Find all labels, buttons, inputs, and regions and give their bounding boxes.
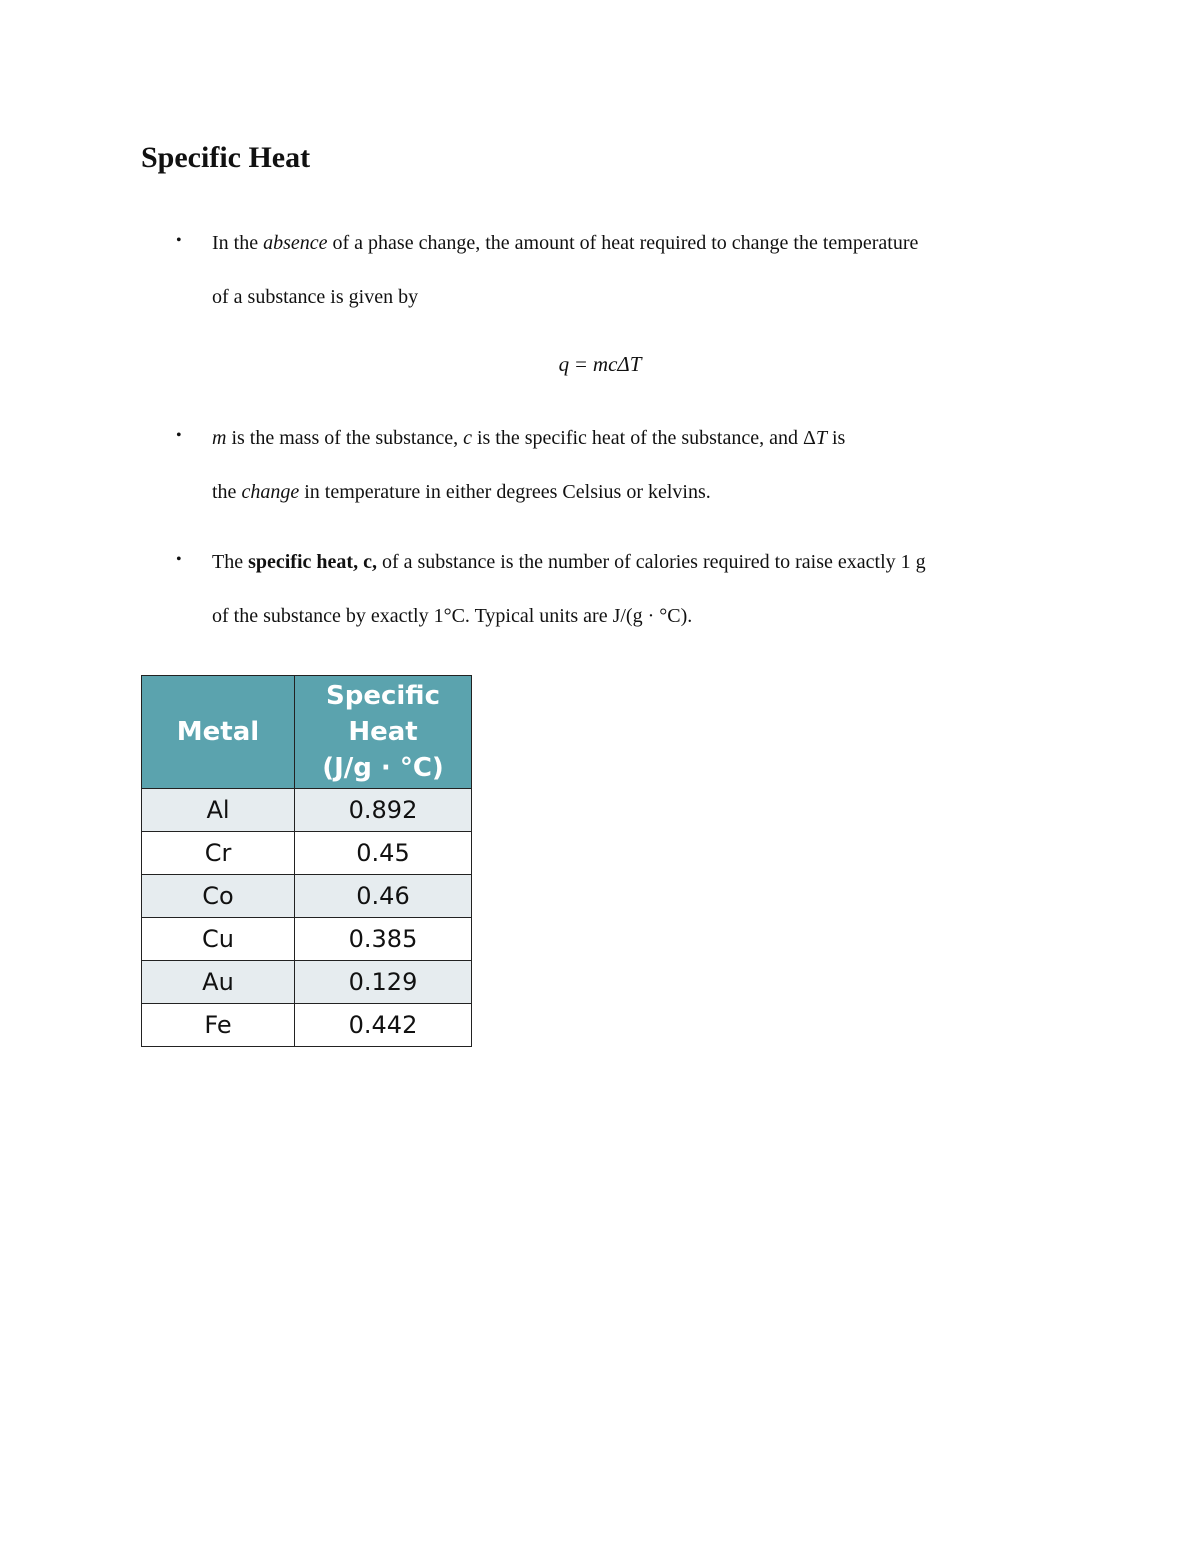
bullet-line: of a substance is given by xyxy=(212,286,419,308)
bullet-line xyxy=(212,551,926,574)
table-row xyxy=(142,789,472,832)
table-row xyxy=(142,1004,472,1047)
text-span: of a substance is the number of calories required to raise exactly 1 g xyxy=(376,551,926,573)
bullet-icon: • xyxy=(176,551,182,568)
bold-term: specific heat, c, xyxy=(248,551,377,573)
metal-cell: Al xyxy=(142,789,295,832)
variable-c: c xyxy=(463,427,472,449)
specific-heat-table xyxy=(141,675,472,1047)
specific-heat-cell: 0.46 xyxy=(295,875,472,918)
header-line: Heat xyxy=(348,717,418,747)
header-metal: Metal xyxy=(142,676,295,789)
table-row xyxy=(142,875,472,918)
formula-rhs: mcΔT xyxy=(592,352,642,376)
metal-cell: Co xyxy=(142,875,295,918)
specific-heat-cell: 0.45 xyxy=(295,832,472,875)
bullet-line xyxy=(212,481,711,504)
emphasis-text: absence xyxy=(263,232,328,254)
text-span: is the specific heat of the substance, and Δ xyxy=(471,427,816,449)
metal-cell: Cu xyxy=(142,918,295,961)
specific-heat-cell: 0.129 xyxy=(295,961,472,1004)
formula-operator: = xyxy=(575,352,587,376)
text-span: in temperature in either degrees Celsius or kelvins. xyxy=(299,481,711,503)
table-row xyxy=(142,961,472,1004)
variable-t: T xyxy=(815,427,827,449)
bullet-line: of the substance by exactly 1°C. Typical units are J/(g · °C). xyxy=(212,605,693,627)
text-span: of a phase change, the amount of heat required to change the temperature xyxy=(327,232,919,254)
text-span: the xyxy=(212,481,242,503)
table-row xyxy=(142,832,472,875)
metal-cell: Fe xyxy=(142,1004,295,1047)
text-span: The xyxy=(212,551,249,573)
text-span: is the mass of the substance, xyxy=(226,427,464,449)
table-row xyxy=(142,918,472,961)
formula xyxy=(0,352,1200,377)
bullet-line xyxy=(212,427,845,450)
page-title: Specific Heat xyxy=(141,141,311,174)
header-specific-heat xyxy=(295,676,472,789)
bullet-icon: • xyxy=(176,427,182,444)
bullet-line xyxy=(212,232,918,255)
bullet-icon: • xyxy=(176,232,182,249)
specific-heat-cell: 0.442 xyxy=(295,1004,472,1047)
text-span: is xyxy=(826,427,846,449)
specific-heat-cell: 0.385 xyxy=(295,918,472,961)
header-line: Specific xyxy=(326,681,440,711)
text-span: In the xyxy=(212,232,264,254)
variable-m: m xyxy=(212,427,227,449)
specific-heat-cell: 0.892 xyxy=(295,789,472,832)
table-header-row xyxy=(142,676,472,789)
formula-lhs: q xyxy=(558,352,570,376)
metal-cell: Au xyxy=(142,961,295,1004)
metal-cell: Cr xyxy=(142,832,295,875)
emphasis-text: change xyxy=(241,481,300,503)
header-line: (J/g · °C) xyxy=(322,753,444,783)
